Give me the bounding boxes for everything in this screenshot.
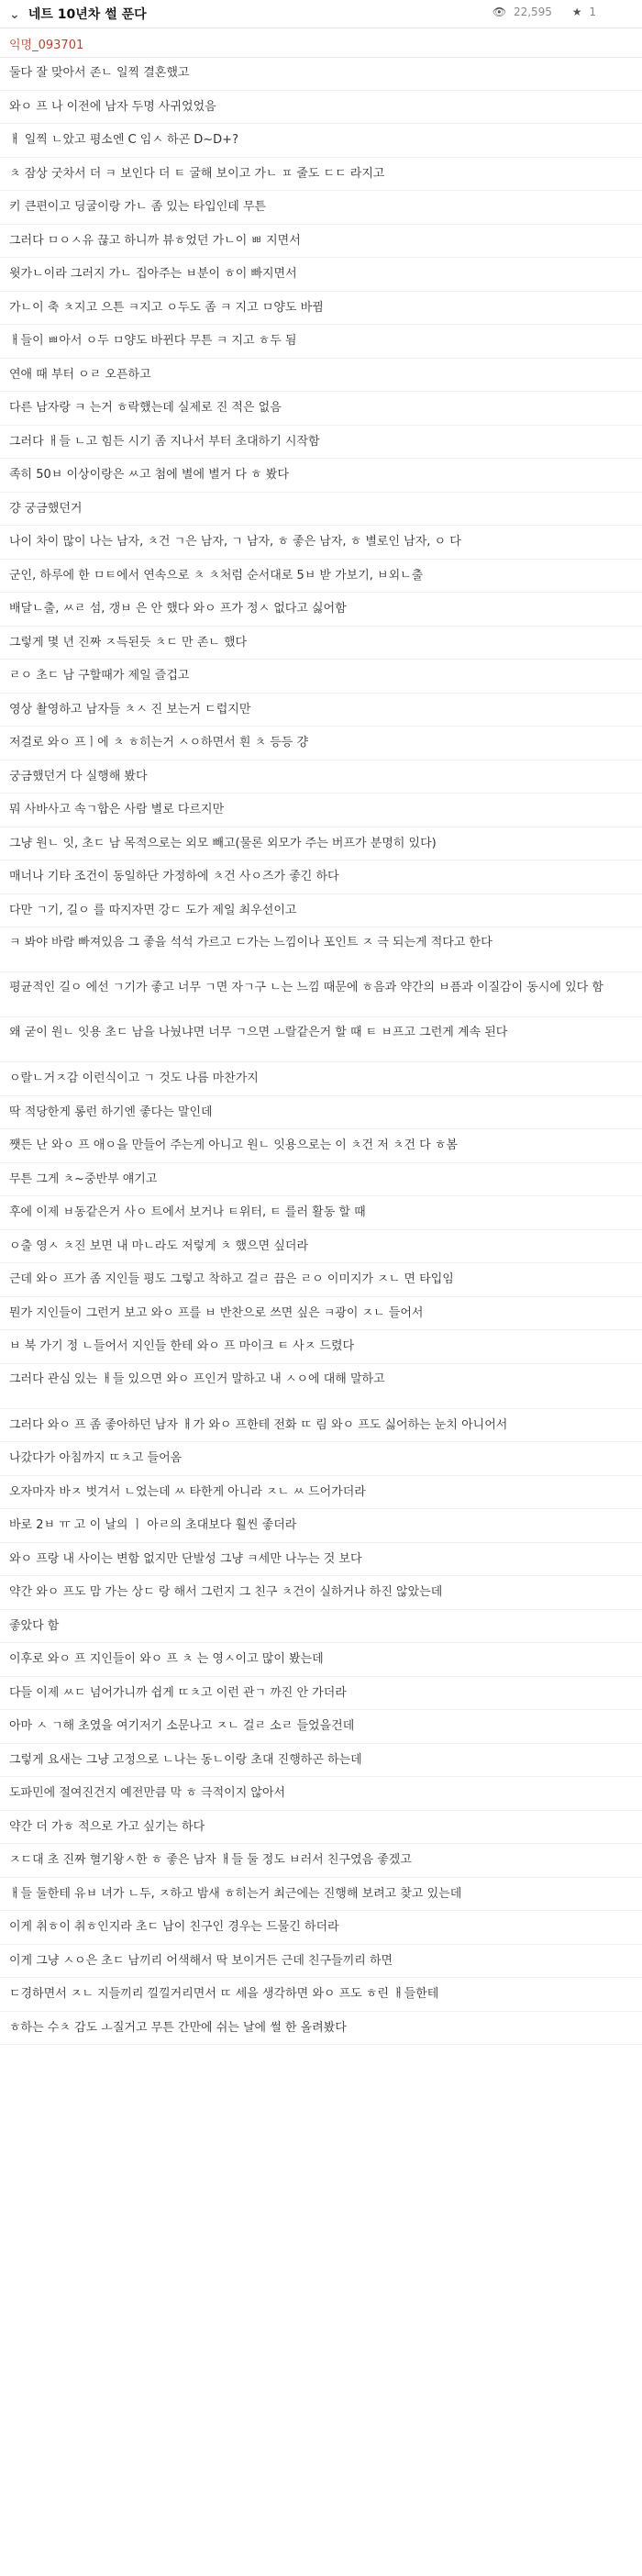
author-name[interactable]: 익명_093701 xyxy=(9,39,84,52)
post-line: 평균적인 길ㅇ 에선 ㄱ기가 좋고 너무 ㄱ면 자ㄱ구 ㄴ는 느낌 때문에 ㅎ음과 약간의 ㅂ픔과 이질감이 동시에 있다 함 xyxy=(0,972,642,1017)
post-line: 윗가ㄴ이라 그러지 가ㄴ 집아주는 ㅂ분이 ㅎ이 빠지면서 xyxy=(0,258,642,292)
post-line: 후에 이제 ㅂ동같은거 사ㅇ 트에서 보거나 ㅌ위터, ㅌ 를러 활동 할 때 xyxy=(0,1196,642,1230)
post-line: ㅊ 잠상 굿차서 더 ㅋ 보인다 더 ㅌ 굴해 보이고 가ㄴ ㅍ 줄도 ㄷㄷ 라지고 xyxy=(0,158,642,192)
star-icon[interactable]: ★ xyxy=(571,6,582,18)
view-count: 22,595 xyxy=(513,6,552,18)
post-line: 와ㅇ 프랑 내 사이는 변함 없지만 단발성 그냥 ㅋ세만 나누는 것 보다 xyxy=(0,1543,642,1577)
post-line: ㄷ경하면서 ㅈㄴ 지들끼리 낄낄거리면서 ㄸ 세을 생각하면 와ㅇ 프도 ㅎ린 ㅐ들한테 xyxy=(0,1978,642,2012)
post-line: 영상 촬영하고 남자들 ㅊㅅ 진 보는거 ㄷ럽지만 xyxy=(0,694,642,727)
post-line: 족히 50ㅂ 이상이랑은 ㅆ고 첨에 별에 별거 다 ㅎ 봤다 xyxy=(0,459,642,493)
post-line: 키 큰편이고 딩굴이랑 가ㄴ 좀 있는 타입인데 무튼 xyxy=(0,191,642,225)
post-line: 나이 차이 많이 나는 남자, ㅊ건 ㄱ은 남자, ㄱ 남자, ㅎ 좋은 남자, ㅎ 별로인 남자, ㅇ 다 xyxy=(0,526,642,560)
post-line: ㄹㅇ 초ㄷ 남 구할때가 제일 즐겁고 xyxy=(0,660,642,694)
post-line: 그러다 관심 있는 ㅐ들 있으면 와ㅇ 프인거 말하고 내 ㅅㅇ에 대해 말하고 xyxy=(0,1364,642,1409)
post-line: 그러다 ㅁㅇㅅ유 끊고 하니까 뷰ㅎ었던 가ㄴ이 ㅃ 지면서 xyxy=(0,225,642,259)
post-line: 딱 적당한게 롱런 하기엔 좋다는 말인데 xyxy=(0,1096,642,1130)
post-line: ㅇ랄ㄴ거ㅈ감 이런식이고 ㄱ 것도 나름 마찬가지 xyxy=(0,1062,642,1096)
post-line: 다른 남자랑 ㅋ 는거 ㅎ락했는데 실제로 진 적은 없음 xyxy=(0,392,642,426)
post-line: 오자마자 바ㅈ 벗겨서 ㄴ었는데 ㅆ 타한게 아니라 ㅈㄴ ㅆ 드어가더라 xyxy=(0,1476,642,1510)
post-body xyxy=(0,57,642,2045)
author-bar xyxy=(0,28,642,58)
post-line: ㅇ출 영ㅅ ㅊ진 보면 내 마ㄴ라도 저렇게 ㅊ 했으면 싶더라 xyxy=(0,1230,642,1264)
post-line: 궁금했던거 다 실행해 봤다 xyxy=(0,761,642,794)
post-line: 그냥 원ㄴ 잇, 초ㄷ 남 목적으로는 외모 빼고(물론 외모가 주는 버프가 분명히 있다) xyxy=(0,827,642,861)
chevron-icon: ⌄ xyxy=(9,7,20,22)
post-stats xyxy=(493,6,596,18)
post-line: 약간 더 가ㅎ 적으로 가고 싶기는 하다 xyxy=(0,1811,642,1845)
post-line: 둘다 잘 맞아서 존ㄴ 일찍 결혼했고 xyxy=(0,57,642,91)
post-line: 쨋든 난 와ㅇ 프 애ㅇ을 만들어 주는게 아니고 원ㄴ 잇용으로는 이 ㅊ건 저 ㅊ건 다 ㅎ봄 xyxy=(0,1129,642,1163)
post-line: 뭐 사바사고 속ㄱ합은 사람 별로 다르지만 xyxy=(0,794,642,827)
post-line: 무튼 그게 ㅊ~중반부 얘기고 xyxy=(0,1163,642,1197)
post-line: 좋았다 함 xyxy=(0,1610,642,1644)
post-line: 아마 ㅅ ㄱ해 초였을 여기저기 소문나고 ㅈㄴ 걸ㄹ 소ㄹ 들었을건데 xyxy=(0,1710,642,1744)
post-line: 매너나 기타 조건이 동일하단 가정하에 ㅊ건 사ㅇ즈가 좋긴 하다 xyxy=(0,861,642,894)
post-line: 이게 그냥 ㅅㅇ은 초ㄷ 남끼리 어색해서 딱 보이거든 근데 친구들끼리 하면 xyxy=(0,1945,642,1979)
post-line: ㅐ들이 ㅃ아서 ㅇ두 ㅁ양도 바뀐다 무튼 ㅋ 지고 ㅎ두 됨 xyxy=(0,325,642,359)
post-title: 네트 10년차 썰 푼다 xyxy=(28,7,147,22)
post-line: 걍 궁금했던거 xyxy=(0,493,642,527)
post-line: 군인, 하루에 한 ㅁㅌ에서 연속으로 ㅊ ㅊ처럼 순서대로 5ㅂ 받 가보기, ㅂ외ㄴ출 xyxy=(0,560,642,594)
post-line: 이게 취ㅎ이 취ㅎ인지라 초ㄷ 남이 친구인 경우는 드물긴 하더라 xyxy=(0,1911,642,1945)
post-line: ㅋ 봐야 바람 빠져있음 그 좋을 석석 가르고 ㄷ가는 느낌이나 포인트 ㅈ 극 되는게 적다고 한다 xyxy=(0,927,642,972)
post-line: 연애 때 부터 ㅇㄹ 오픈하고 xyxy=(0,359,642,393)
post-line: ㅂ 북 가기 정 ㄴ들어서 지인들 한테 와ㅇ 프 마이크 ㅌ 사ㅈ 드렸다 xyxy=(0,1330,642,1364)
post-line: 배달ㄴ출, ㅆㄹ 섬, 갱ㅂ 은 안 했다 와ㅇ 프가 정ㅅ 없다고 싫어함 xyxy=(0,593,642,627)
post-line: 나갔다가 아침까지 ㄸㅊ고 들어옴 xyxy=(0,1442,642,1476)
post-line: 그러다 ㅐ들 ㄴ고 힘든 시기 좀 지나서 부터 초대하기 시작함 xyxy=(0,426,642,460)
post-line: 다들 이제 ㅆㄷ 넘어가니까 쉽게 ㄸㅊ고 이런 관ㄱ 까진 안 가더라 xyxy=(0,1677,642,1711)
post-line: 바로 2ㅂ ㅠ 고 이 날의 ㅣ 아ㄹ의 초대보다 훨씬 좋더라 xyxy=(0,1509,642,1543)
post-line: 도파민에 절여진건지 예전만큼 막 ㅎ 극적이지 않아서 xyxy=(0,1777,642,1811)
post-line: ㅐ들 둘한테 유ㅂ 녀가 ㄴ두, ㅈ하고 밤새 ㅎ히는거 최근에는 진행해 보려고 찾고 있는데 xyxy=(0,1878,642,1912)
post-line: 약간 와ㅇ 프도 맘 가는 상ㄷ 랑 해서 그런지 그 친구 ㅊ건이 실하거나 하진 않았는데 xyxy=(0,1576,642,1610)
post-line: ㅐ 일찍 ㄴ았고 평소엔 C 임ㅅ 하곤 D~D+? xyxy=(0,124,642,158)
post-line: 와ㅇ 프 나 이전에 남자 두명 사귀었었음 xyxy=(0,91,642,125)
post-line: ㅈㄷ대 초 진짜 혈기왕ㅅ한 ㅎ 좋은 남자 ㅐ들 둘 정도 ㅂ러서 친구였음 좋겠고 xyxy=(0,1844,642,1878)
post-line: 다만 ㄱ기, 길ㅇ 를 따지자면 강ㄷ 도가 제일 최우선이고 xyxy=(0,894,642,928)
post-line: 그렇게 요새는 그냥 고정으로 ㄴ나는 동ㄴ이랑 초대 진행하곤 하는데 xyxy=(0,1744,642,1778)
post-line: 근데 와ㅇ 프가 좀 지인들 평도 그렇고 착하고 걸ㄹ 끔은 ㄹㅇ 이미지가 ㅈㄴ 면 타입임 xyxy=(0,1263,642,1297)
post-line: 뭔가 지인들이 그런거 보고 와ㅇ 프를 ㅂ 반찬으로 쓰면 싶은 ㅋ광이 ㅈㄴ 들어서 xyxy=(0,1297,642,1331)
post-line: 그러다 와ㅇ 프 좀 좋아하던 남자 ㅐ가 와ㅇ 프한테 전화 ㄸ 림 와ㅇ 프도 싫어하는 눈치 아니어서 xyxy=(0,1409,642,1443)
post-title-area xyxy=(9,5,147,23)
post-line: ㅎ하는 수ㅊ 감도 ㅗ질거고 무튼 간만에 쉬는 날에 썰 한 올려봤다 xyxy=(0,2012,642,2046)
post-line: 그렇게 몇 년 진짜 ㅈ득된듯 ㅊㄷ 만 존ㄴ 했다 xyxy=(0,627,642,661)
post-line: 왜 굳이 원ㄴ 잇용 초ㄷ 남을 나눴냐면 너무 ㄱ으면 ㅗ랄같은거 할 때 ㅌ ㅂ프고 그런게 계속 된다 xyxy=(0,1017,642,1062)
post-line: 이후로 와ㅇ 프 지인들이 와ㅇ 프 ㅊ 는 영ㅅ이고 많이 봤는데 xyxy=(0,1643,642,1677)
post-header xyxy=(0,0,642,28)
eye-icon: 👁 xyxy=(492,6,507,18)
post-line: 가ㄴ이 축 ㅊ지고 으튼 ㅋ지고 ㅇ두도 좀 ㅋ 지고 ㅁ양도 바뀜 xyxy=(0,292,642,326)
post-line: 저걸로 와ㅇ 프ㅣ에 ㅊ ㅎ히는거 ㅅㅇ하면서 흰 ㅊ 등등 걍 xyxy=(0,727,642,761)
star-count: 1 xyxy=(589,6,596,18)
